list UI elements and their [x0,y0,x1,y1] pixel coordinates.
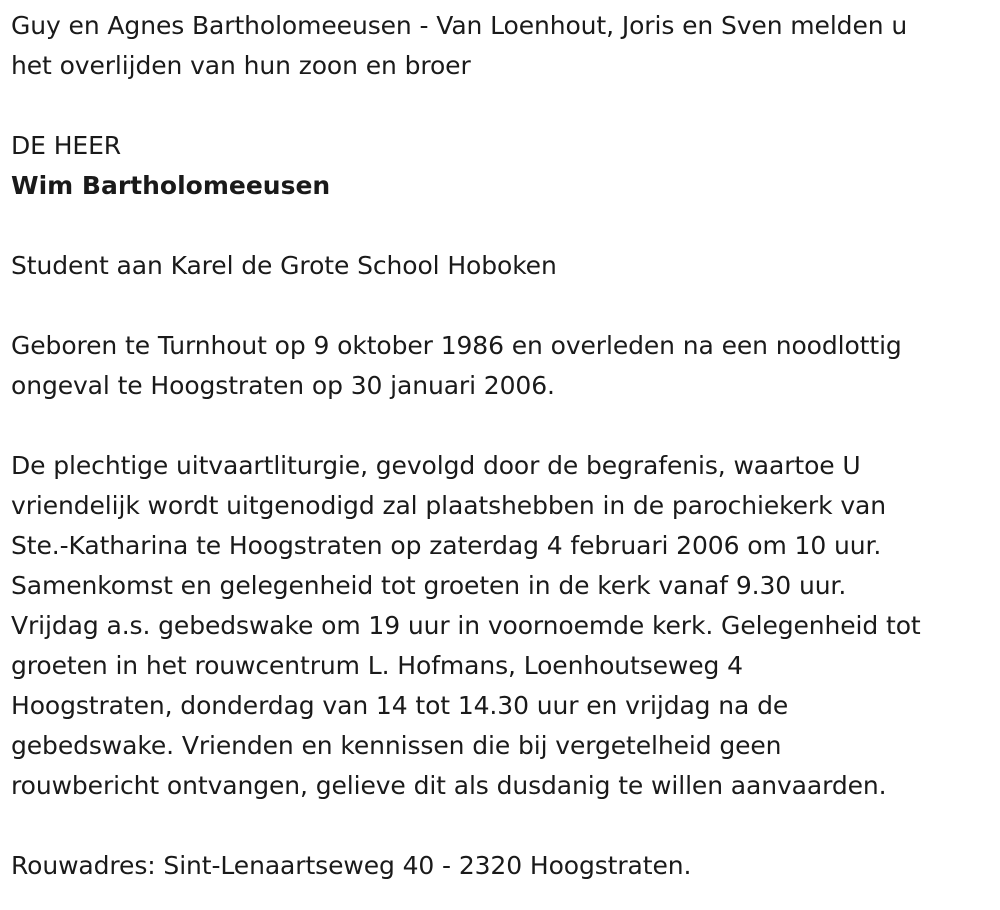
funeral-line: groeten in het rouwcentrum L. Hofmans, Loenhoutseweg 4 [11,651,743,680]
deceased-name: Wim Bartholomeeusen [11,171,331,200]
occupation: Student aan Karel de Grote School Hoboken [11,251,557,280]
funeral-line: Ste.-Katharina te Hoogstraten op zaterdag 4 februari 2006 om 10 uur. [11,531,882,560]
funeral-line: rouwbericht ontvangen, gelieve dit als dusdanig te willen aanvaarden. [11,771,887,800]
funeral-line: Vrijdag a.s. gebedswake om 19 uur in voornoemde kerk. Gelegenheid tot [11,611,921,640]
birth-death-paragraph [11,326,1000,406]
intro-paragraph [11,6,1000,86]
funeral-line: Hoogstraten, donderdag van 14 tot 14.30 uur en vrijdag na de [11,691,789,720]
funeral-line: De plechtige uitvaartliturgie, gevolgd door de begrafenis, waartoe U [11,451,861,480]
paragraph-gap [11,406,1000,446]
honorific: DE HEER [11,131,122,160]
funeral-line: Samenkomst en gelegenheid tot groeten in de kerk vanaf 9.30 uur. [11,571,847,600]
paragraph-gap [11,86,1000,126]
intro-line: Guy en Agnes Bartholomeeusen - Van Loenhout, Joris en Sven melden u [11,11,908,40]
paragraph-gap [11,806,1000,846]
funeral-line: gebedswake. Vrienden en kennissen die bij vergetelheid geen [11,731,782,760]
mourning-address: Rouwadres: Sint-Lenaartseweg 40 - 2320 Hoogstraten. [11,851,692,880]
birth-death-line: Geboren te Turnhout op 9 oktober 1986 en overleden na een noodlottig [11,331,902,360]
paragraph-gap [11,206,1000,246]
intro-line: het overlijden van hun zoon en broer [11,51,471,80]
birth-death-line: ongeval te Hoogstraten op 30 januari 2006. [11,371,555,400]
paragraph-gap [11,286,1000,326]
funeral-line: vriendelijk wordt uitgenodigd zal plaatshebben in de parochiekerk van [11,491,886,520]
funeral-paragraph [11,446,1000,806]
